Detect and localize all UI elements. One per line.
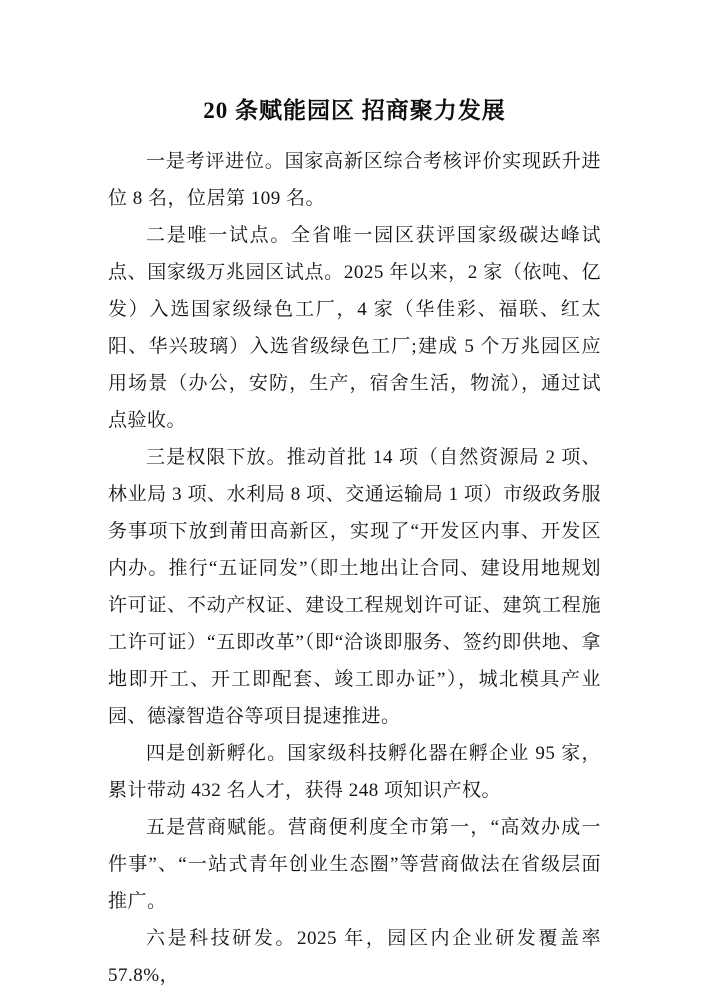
document-title: 20 条赋能园区 招商聚力发展 [203, 98, 506, 123]
document-content [108, 96, 601, 994]
paragraph-6: 六是科技研发。2025 年，园区内企业研发覆盖率 57.8%， [108, 928, 601, 986]
paragraph-2: 二是唯一试点。全省唯一园区获评国家级碳达峰试点、国家级万兆园区试点。2025 年以来，2 家（依吨、亿发）入选国家级绿色工厂，4 家（华佳彩、福联、红太阳、华兴玻璃）入选省级绿色工厂;建成 5 个万兆园区应用场景（办公，安防，生产，宿舍生活，物流），通过试点验收。 [108, 225, 601, 431]
document-body [108, 143, 601, 994]
paragraph-3: 三是权限下放。推动首批 14 项（自然资源局 2 项、林业局 3 项、水利局 8 项、交通运输局 1 项）市级政务服务事项下放到莆田高新区，实现了“开发区内事、开发区内办。推行“五证同发”（即土地出让合同、建设用地规划许可证、不动产权证、建设工程规划许可证、建筑工程施工许可证）“五即改革”（即“洽谈即服务、签约即供地、拿地即开工、开工即配套、竣工即办证”），城北模具产业园、德濠智造谷等项目提速推进。 [108, 447, 601, 727]
paragraph-1: 一是考评进位。国家高新区综合考核评价实现跃升进位 8 名，位居第 109 名。 [108, 151, 601, 209]
paragraph-5: 五是营商赋能。营商便利度全市第一，“高效办成一件事”、“一站式青年创业生态圈”等营商做法在省级层面推广。 [108, 817, 601, 912]
paragraph-4: 四是创新孵化。国家级科技孵化器在孵企业 95 家，累计带动 432 名人才，获得 248 项知识产权。 [108, 743, 601, 801]
